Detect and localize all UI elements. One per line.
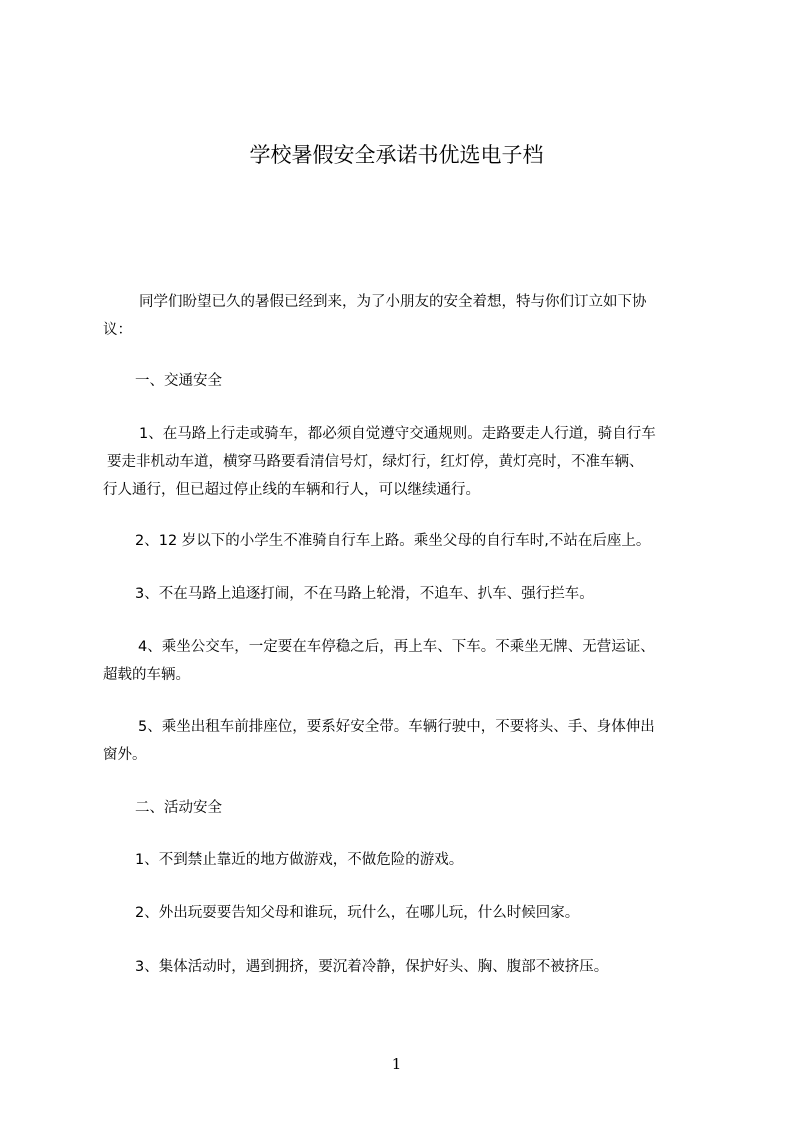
- intro-line: 同学们盼望已久的暑假已经到来，为了小朋友的安全着想，特与你们订立如下协: [139, 294, 647, 310]
- paragraph-line: 4、乘坐公交车，一定要在车停稳之后，再上车、下车。不乘坐无牌、无营运证、: [138, 639, 655, 655]
- activity-item-1: 1、不到禁止靠近的地方做游戏，不做危险的游戏。: [135, 852, 464, 868]
- paragraph-line: 行人通行，但已超过停止线的车辆和行人，可以继续通行。: [103, 482, 480, 498]
- page-number: 1: [391, 1055, 402, 1073]
- paragraph-line: 1、在马路上行走或骑车，都必须自觉遵守交通规则。走路要走人行道，骑自行车: [139, 426, 656, 442]
- intro-line: 议：: [103, 322, 132, 338]
- paragraph-line: 要走非机动车道，横穿马路要看清信号灯，绿灯行，红灯停，黄灯亮时，不准车辆、: [107, 454, 644, 470]
- traffic-item-4: [103, 633, 713, 689]
- section-heading-activity: 二、活动安全: [135, 800, 222, 816]
- activity-item-2: 2、外出玩耍要告知父母和谁玩，玩什么，在哪儿玩，什么时候回家。: [135, 905, 580, 921]
- paragraph-line: 窗外。: [103, 747, 147, 763]
- paragraph-line: 5、乘坐出租车前排座位，要系好安全带。车辆行驶中，不要将头、手、身体伸出: [138, 719, 655, 735]
- section-heading-traffic: 一、交通安全: [135, 373, 222, 389]
- paragraph-line: 超载的车辆。: [103, 667, 190, 683]
- activity-item-3: 3、集体活动时，遇到拥挤，要沉着冷静，保护好头、胸、腹部不被挤压。: [135, 959, 609, 975]
- traffic-item-3: 3、不在马路上追逐打闹，不在马路上轮滑，不追车、扒车、强行拦车。: [135, 586, 594, 602]
- traffic-item-2: 2、12 岁以下的小学生不准骑自行车上路。乘坐父母的自行车时,不站在后座上。: [135, 533, 651, 549]
- traffic-item-5: [103, 713, 713, 769]
- document-title: 学校暑假安全承诺书优选电子档: [249, 143, 544, 167]
- intro-paragraph: [103, 288, 713, 344]
- traffic-item-1: [103, 420, 713, 504]
